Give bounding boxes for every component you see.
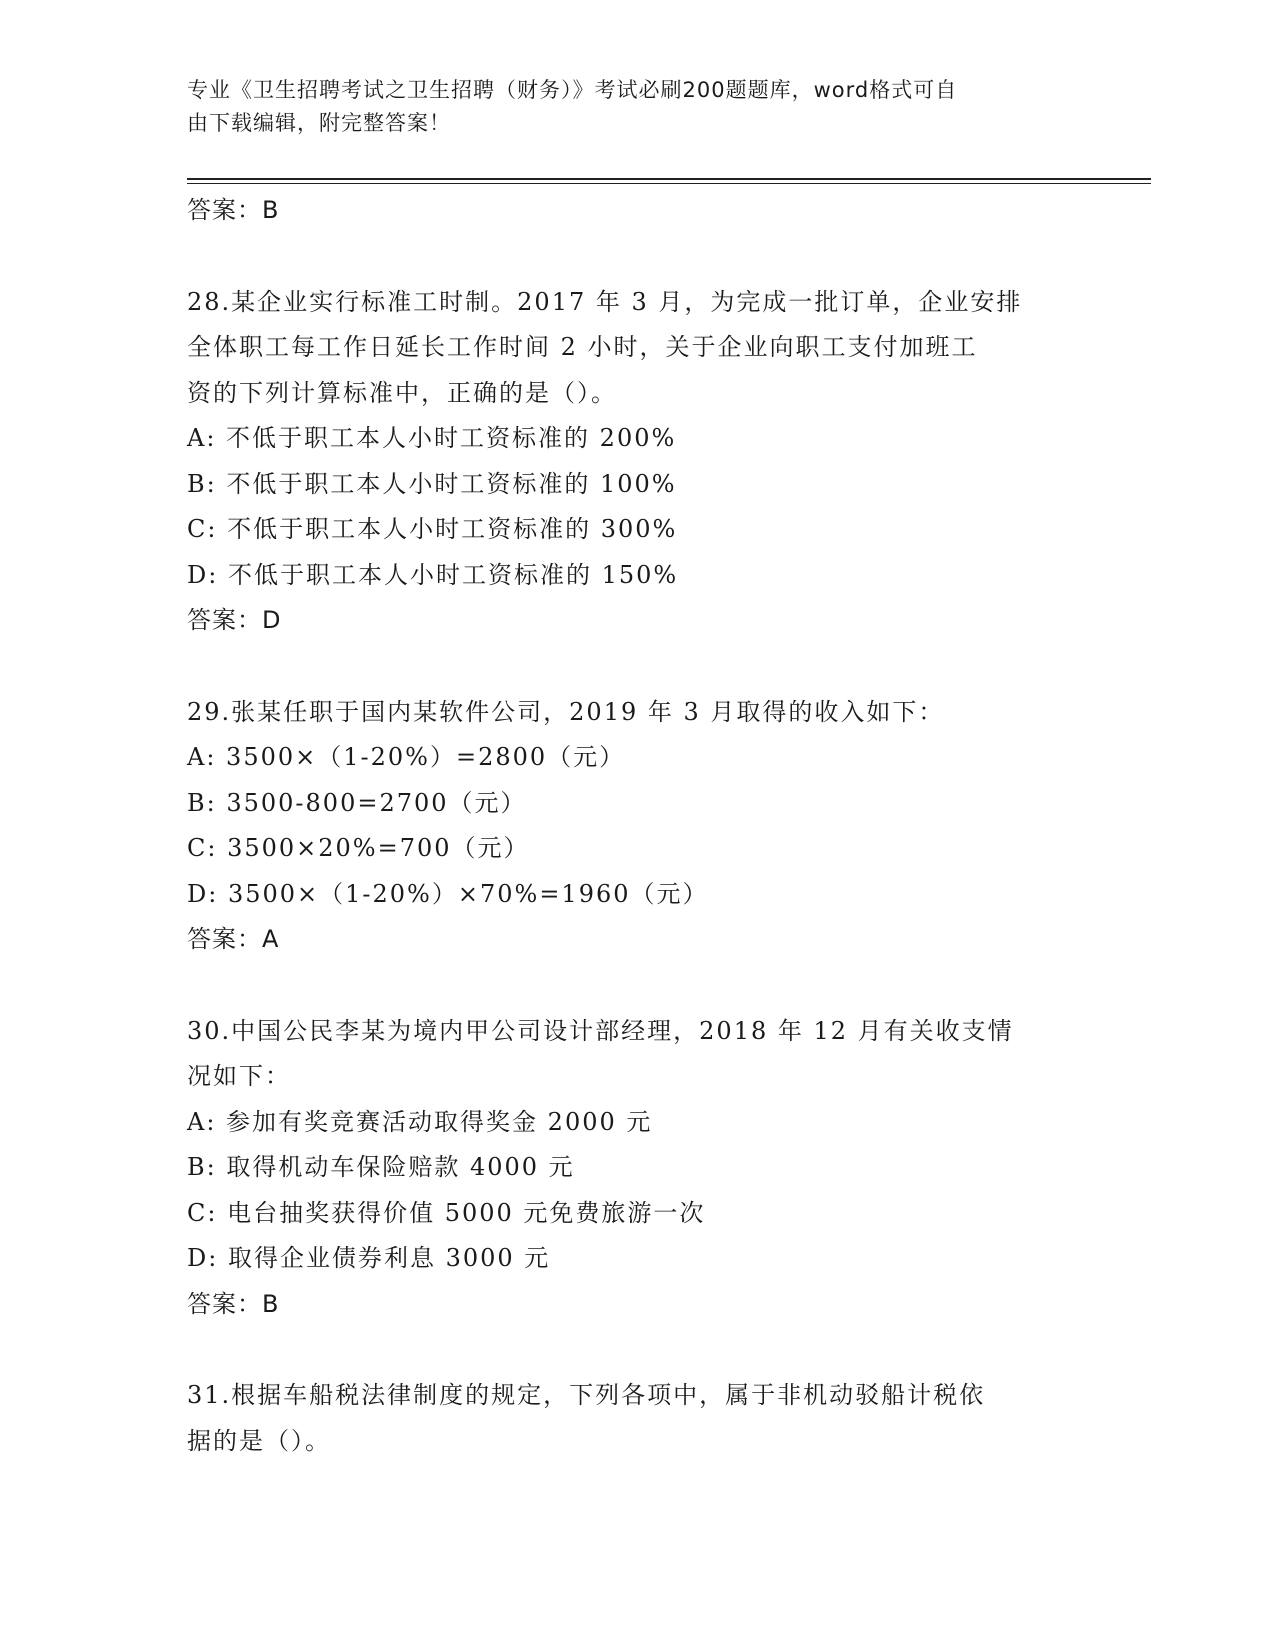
option-b: B: 3500-800=2700（元） [187,788,527,817]
question-text-line: 况如下： [187,1062,291,1090]
spacer [187,644,1087,690]
previous-answer: 答案：B [187,196,280,224]
question-text-line: 据的是（）。 [187,1426,331,1455]
question-31 [187,1373,1087,1464]
option-b: B: 取得机动车保险赔款 4000 元 [187,1153,575,1181]
question-text-line: 全体职工每工作日延长工作时间 2 小时，关于企业向职工支付加班工 [187,333,978,361]
spacer [187,1327,1087,1373]
question-30 [187,1009,1087,1328]
option-c: C: 3500×20%=700（元） [187,834,530,862]
question-text-line: 31.根据车船税法律制度的规定，下列各项中，属于非机动驳船计税依 [187,1381,986,1409]
document-body [187,188,1087,1464]
option-a: A: 不低于职工本人小时工资标准的 200% [187,424,677,452]
page-header [187,74,1087,140]
question-text-line: 30.中国公民李某为境内甲公司设计部经理，2018 年 12 月有关收支情 [187,1016,1014,1045]
option-a: A: 参加有奖竞赛活动取得奖金 2000 元 [187,1107,653,1136]
header-line-2: 由下载编辑，附完整答案！ [187,111,451,135]
option-d: D: 取得企业债券利息 3000 元 [187,1244,551,1272]
option-c: C: 电台抽奖获得价值 5000 元免费旅游一次 [187,1198,706,1227]
spacer [187,963,1087,1009]
header-rule-thin [187,183,1151,184]
option-d: D: 3500×（1-20%）×70%=1960（元） [187,879,709,908]
spacer [187,234,1087,280]
question-text-line: 资的下列计算标准中，正确的是（）。 [187,378,617,407]
header-rule-thick [187,178,1151,180]
answer: 答案：B [187,1289,280,1318]
question-29 [187,690,1087,963]
question-text-line: 29.张某任职于国内某软件公司，2019 年 3 月取得的收入如下： [187,697,945,726]
answer: 答案：D [187,606,282,634]
question-28 [187,280,1087,644]
option-a: A: 3500×（1-20%）=2800（元） [187,743,626,771]
option-b: B: 不低于职工本人小时工资标准的 100% [187,469,677,498]
header-line-1: 专业《卫生招聘考试之卫生招聘（财务）》考试必刷200题题库，word格式可自 [187,78,958,102]
question-text-line: 28.某企业实行标准工时制。2017 年 3 月，为完成一批订单，企业安排 [187,287,1023,316]
option-d: D: 不低于职工本人小时工资标准的 150% [187,560,679,589]
answer: 答案：A [187,925,280,953]
option-c: C: 不低于职工本人小时工资标准的 300% [187,515,678,543]
